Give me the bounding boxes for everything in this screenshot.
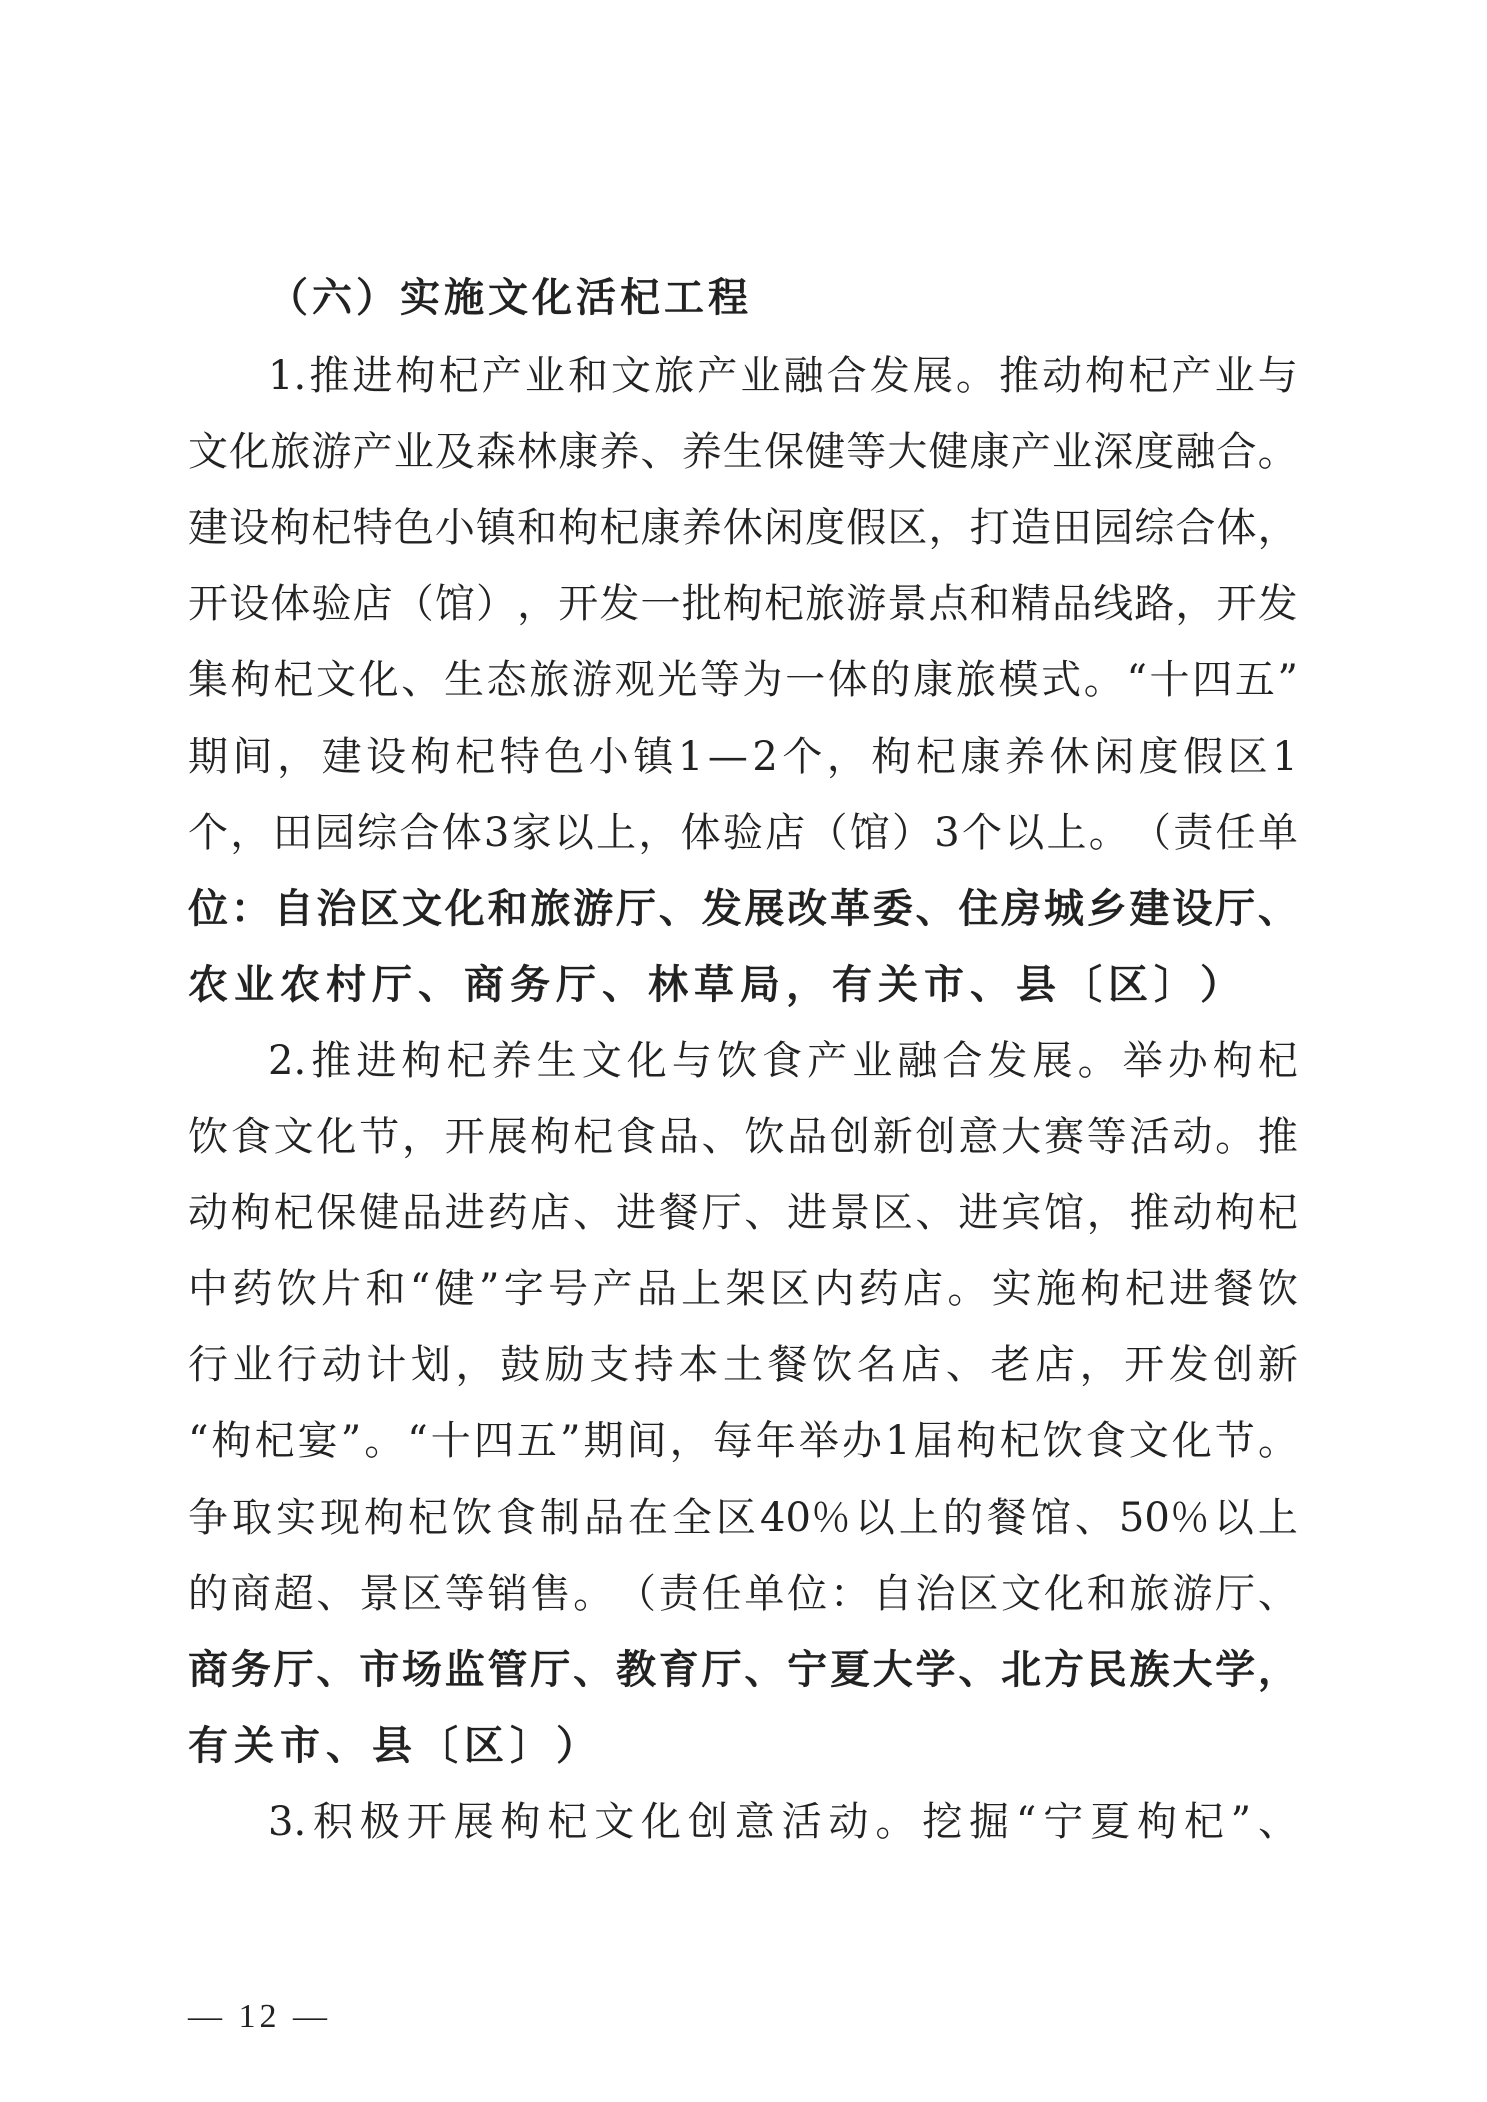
text-line: 农 业 农 村 厅 、 商 务 厅 、 林 草 局 ， 有 关 市 、 县 〔 区 〕 ）: [188, 960, 1246, 1008]
text-line: 的 商 超 、 景 区 等 销 售 。 （ 责 任 单 位 ： 自 治 区 文 化 和 旅 游 厅 、: [188, 1570, 1298, 1617]
text-line: 1. 推 进 枸 杞 产 业 和 文 旅 产 业 融 合 发 展 。 推 动 枸 杞 产 业 与: [268, 353, 1298, 399]
text-line: 期 间 ， 建 设 枸 杞 特 色 小 镇 1 — 2 个 ， 枸 杞 康 养 休 闲 度 假 区 1: [188, 733, 1298, 780]
text-line: 争 取 实 现 枸 杞 饮 食 制 品 在 全 区 40％ 以 上 的 餐 馆 、 50％ 以 上: [188, 1494, 1298, 1541]
text-line: 位 ： 自 治 区 文 化 和 旅 游 厅 、 发 展 改 革 委 、 住 房 城 乡 建 设 厅 、: [188, 884, 1298, 932]
text-line: 个 ， 田 园 综 合 体 3 家 以 上 ， 体 验 店 （ 馆 ） 3 个 以 上 。 （ 责 任 单: [188, 809, 1298, 856]
text-line: 中 药 饮 片 和 “ 健 ” 字 号 产 品 上 架 区 内 药 店 。 实 施 枸 杞 进 餐 饮: [188, 1266, 1298, 1313]
text-line: 动 枸 杞 保 健 品 进 药 店 、 进 餐 厅 、 进 景 区 、 进 宾 馆 ， 推 动 枸 杞: [188, 1190, 1298, 1237]
text-line: “ 枸 杞 宴 ” 。 “ 十 四 五 ” 期 间 ， 每 年 举 办 1 届 枸 杞 饮 食 文 化 节 。: [188, 1418, 1298, 1465]
page-number: — 12 —: [188, 1998, 331, 2035]
section-heading: （六）实施文化活杞工程: [268, 275, 752, 321]
text-line: 3. 积 极 开 展 枸 杞 文 化 创 意 活 动 。 挖 掘 “ 宁 夏 枸 杞 ” 、: [268, 1798, 1298, 1845]
text-line: 商 务 厅 、 市 场 监 管 厅 、 教 育 厅 、 宁 夏 大 学 、 北 方 民 族 大 学 ，: [188, 1645, 1298, 1693]
text-line: 饮 食 文 化 节 ， 开 展 枸 杞 食 品 、 饮 品 创 新 创 意 大 赛 等 活 动 。 推: [188, 1114, 1298, 1160]
text-line: 建 设 枸 杞 特 色 小 镇 和 枸 杞 康 养 休 闲 度 假 区 ， 打 造 田 园 综 合 体 ，: [188, 505, 1298, 552]
text-line: 文 化 旅 游 产 业 及 森 林 康 养 、 养 生 保 健 等 大 健 康 产 业 深 度 融 合 。: [188, 429, 1298, 476]
text-line: 2. 推 进 枸 杞 养 生 文 化 与 饮 食 产 业 融 合 发 展 。 举 办 枸 杞: [268, 1037, 1298, 1084]
text-line: 行 业 行 动 计 划 ， 鼓 励 支 持 本 土 餐 饮 名 店 、 老 店 ， 开 发 创 新: [188, 1342, 1298, 1389]
text-line: 有 关 市 、 县 〔 区 〕 ）: [188, 1721, 602, 1769]
text-line: 集 枸 杞 文 化 、 生 态 旅 游 观 光 等 为 一 体 的 康 旅 模 式 。 “ 十 四 五 ”: [188, 657, 1298, 704]
text-line: 开 设 体 验 店 （ 馆 ） ， 开 发 一 批 枸 杞 旅 游 景 点 和 精 品 线 路 ， 开 发: [188, 581, 1298, 628]
